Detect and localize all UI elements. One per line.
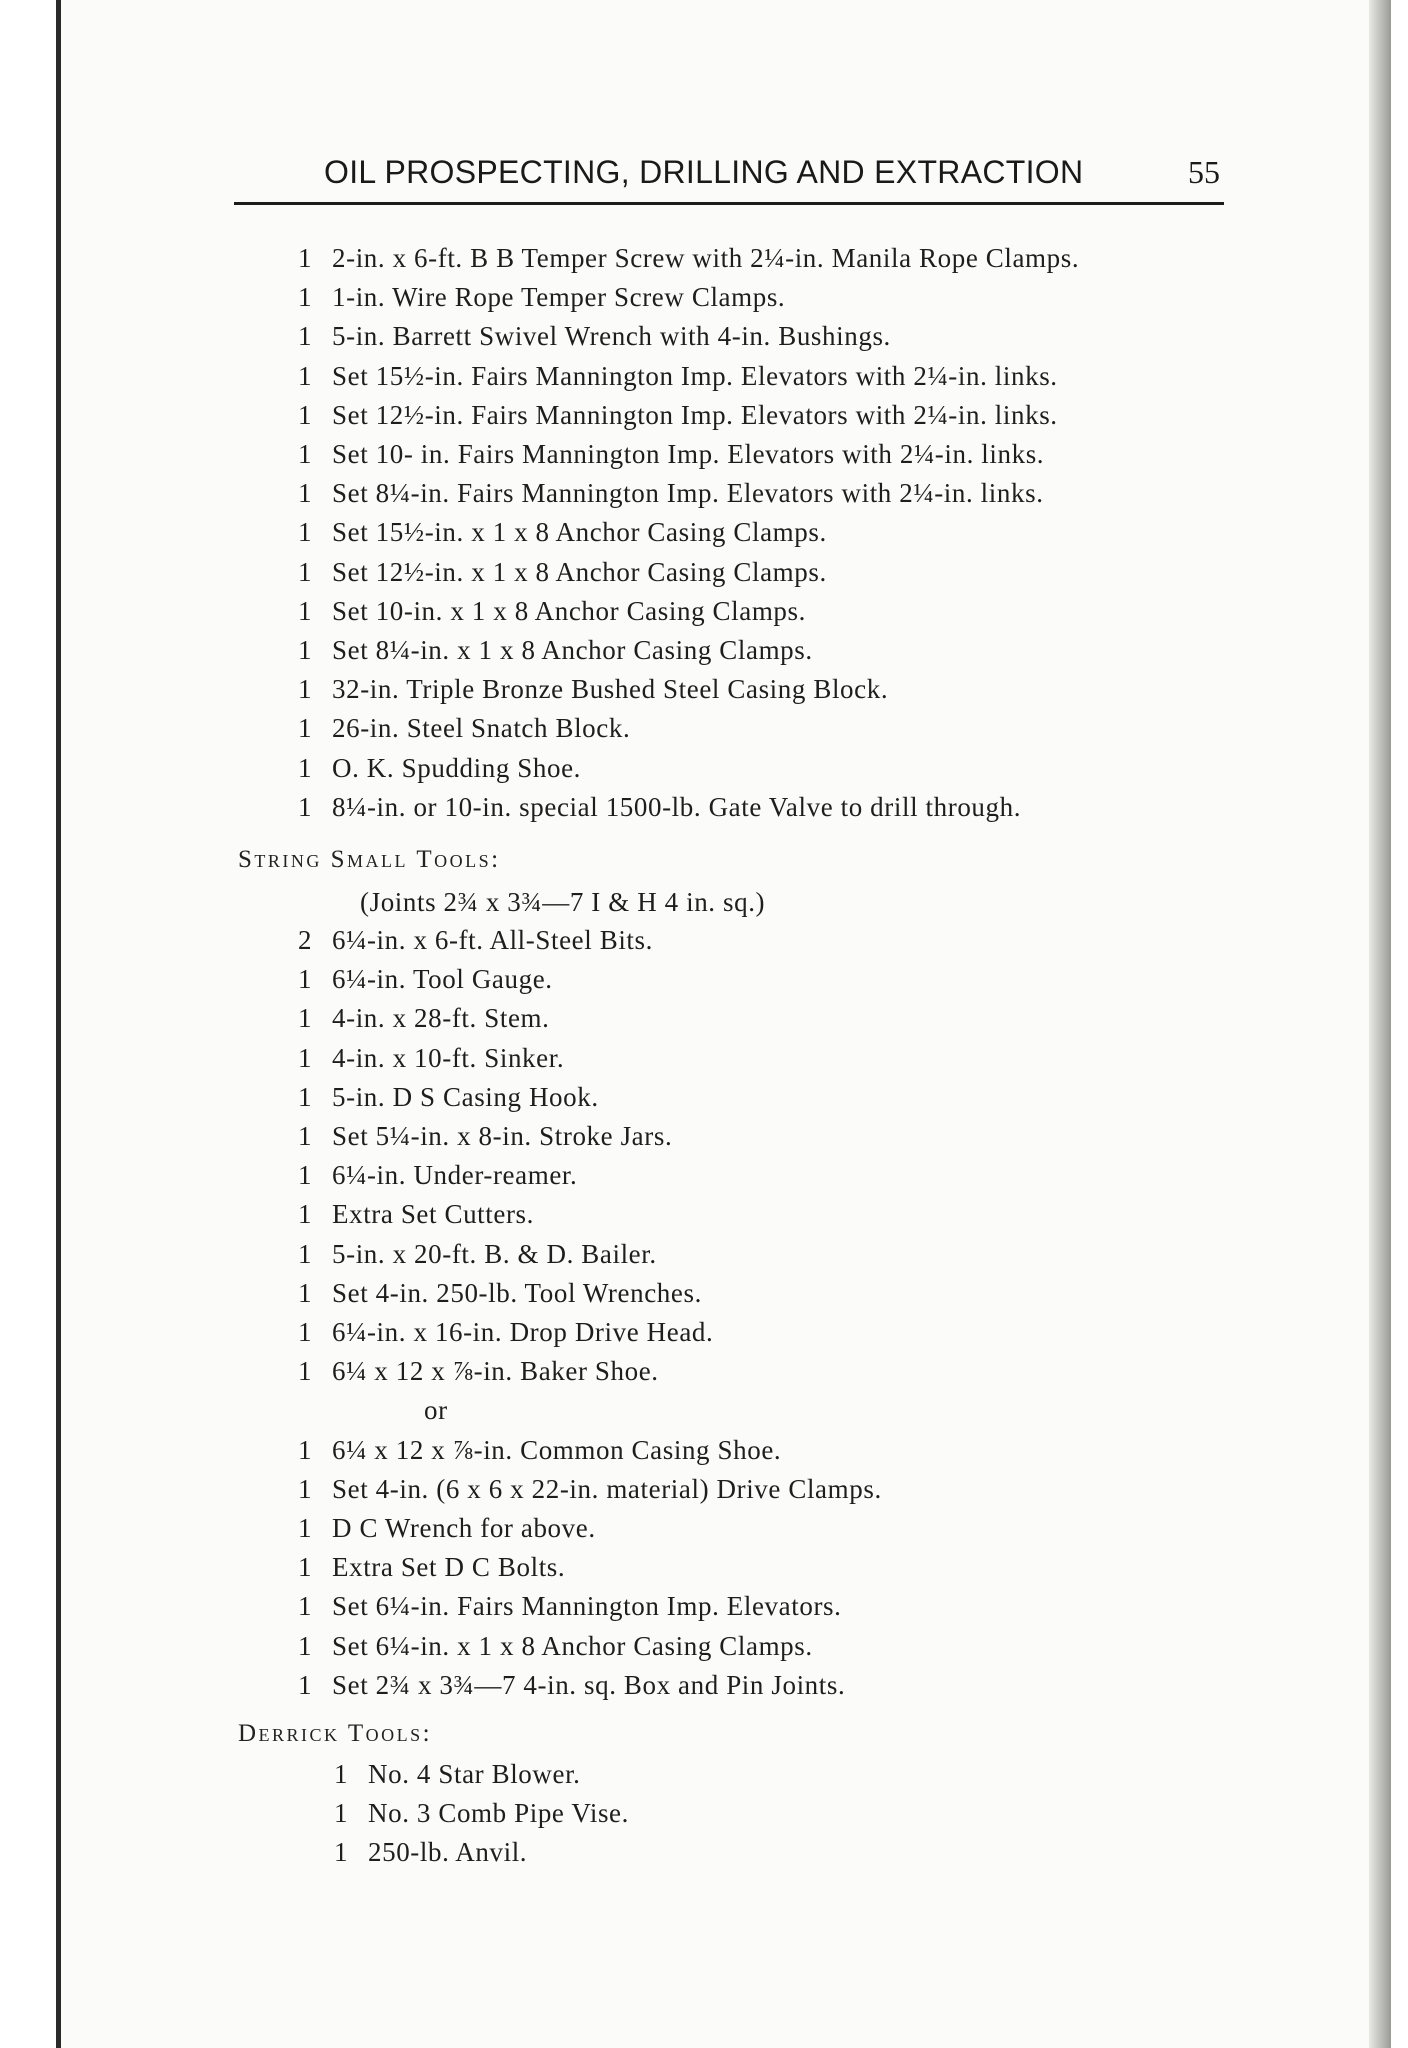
list-item <box>298 922 653 958</box>
list-item <box>298 514 827 550</box>
list-item <box>298 750 581 786</box>
list-item <box>298 1079 599 1115</box>
item-text: 6¼-in. x 6-ft. All-Steel Bits. <box>332 925 653 955</box>
item-quantity: 1 <box>298 439 313 469</box>
list-item <box>298 1510 596 1546</box>
item-text: Set 10- in. Fairs Mannington Imp. Elevators with 2¼-in. links. <box>332 439 1045 469</box>
list-item <box>298 279 785 315</box>
list-item <box>298 1040 564 1076</box>
list-item <box>298 593 806 629</box>
item-text: 6¼ x 12 x ⅞-in. Baker Shoe. <box>332 1356 659 1387</box>
item-text: No. 3 Comb Pipe Vise. <box>368 1798 629 1829</box>
item-quantity: 1 <box>298 1356 313 1387</box>
item-text: Extra Set D C Bolts. <box>332 1552 566 1583</box>
list-item <box>298 1314 713 1350</box>
item-text: Set 12½-in. Fairs Mannington Imp. Elevators with 2¼-in. links. <box>332 399 1058 430</box>
item-quantity: 1 <box>298 1003 313 1034</box>
section-heading-derrick-tools: Derrick Tools: <box>238 1720 433 1747</box>
list-item <box>298 1588 842 1624</box>
item-text: 6¼-in. Under-reamer. <box>332 1160 578 1191</box>
item-quantity: 1 <box>298 1121 313 1151</box>
list-item <box>298 671 888 707</box>
item-quantity: 1 <box>298 674 313 705</box>
item-text: O. K. Spudding Shoe. <box>332 752 582 783</box>
item-quantity: 1 <box>298 478 313 509</box>
list-item <box>298 240 1079 276</box>
list-item <box>298 632 813 668</box>
item-text: Set 12½-in. x 1 x 8 Anchor Casing Clamps. <box>332 556 827 587</box>
list-item <box>334 1834 527 1870</box>
item-text: 6¼-in. Tool Gauge. <box>332 964 553 995</box>
page-number: 55 <box>1188 154 1220 190</box>
item-quantity: 1 <box>298 517 313 548</box>
item-quantity: 1 <box>298 1277 313 1308</box>
list-item <box>298 397 1058 433</box>
item-quantity: 1 <box>298 243 313 273</box>
list-item <box>298 961 553 997</box>
item-text: Set 8¼-in. Fairs Mannington Imp. Elevators with 2¼-in. links. <box>332 478 1044 509</box>
list-item <box>298 1275 702 1311</box>
item-text: 250-lb. Anvil. <box>368 1837 528 1868</box>
item-quantity: 1 <box>298 399 313 430</box>
item-quantity: 1 <box>298 1591 313 1622</box>
list-item <box>298 1432 781 1468</box>
list-item <box>298 1236 657 1272</box>
list-item <box>334 1795 629 1831</box>
section-heading-string-small-tools: String Small Tools: <box>238 846 501 873</box>
list-item <box>298 1353 659 1389</box>
item-quantity: 1 <box>298 1042 313 1073</box>
item-text: Set 5¼-in. x 8-in. Stroke Jars. <box>332 1121 673 1151</box>
item-quantity: 1 <box>298 635 313 665</box>
item-quantity: 1 <box>298 964 313 995</box>
item-text: 4-in. x 28-ft. Stem. <box>332 1003 550 1034</box>
list-item <box>298 789 1021 825</box>
list-item <box>298 1667 845 1703</box>
item-quantity: 1 <box>298 1473 313 1504</box>
item-quantity: 1 <box>298 1160 313 1191</box>
item-text: 5-in. x 20-ft. B. & D. Bailer. <box>332 1238 657 1269</box>
item-quantity: 2 <box>298 925 313 955</box>
item-text: 8¼-in. or 10-in. special 1500-lb. Gate Valve to drill through. <box>332 791 1022 822</box>
item-text: Set 4-in. 250-lb. Tool Wrenches. <box>332 1277 702 1308</box>
item-quantity: 1 <box>298 1434 313 1465</box>
list-item <box>298 1471 882 1507</box>
list-item <box>298 1118 672 1154</box>
item-text: Set 15½-in. x 1 x 8 Anchor Casing Clamps. <box>332 517 827 548</box>
section-subheading: (Joints 2¾ x 3¾—7 I & H 4 in. sq.) <box>360 887 766 917</box>
item-text: Set 8¼-in. x 1 x 8 Anchor Casing Clamps. <box>332 635 813 665</box>
or-separator: or <box>424 1395 448 1426</box>
item-text: 26-in. Steel Snatch Block. <box>332 713 631 744</box>
item-text: 5-in. Barrett Swivel Wrench with 4-in. Bushings. <box>332 321 891 352</box>
item-text: Set 6¼-in. x 1 x 8 Anchor Casing Clamps. <box>332 1630 813 1661</box>
item-text: Extra Set Cutters. <box>332 1199 535 1230</box>
item-quantity: 1 <box>298 752 313 783</box>
list-item <box>298 1549 565 1585</box>
item-quantity: 1 <box>298 791 313 822</box>
item-quantity: 1 <box>298 1317 313 1347</box>
item-text: Set 4-in. (6 x 6 x 22-in. material) Drive Clamps. <box>332 1473 882 1504</box>
list-item <box>334 1756 581 1792</box>
item-text: 4-in. x 10-ft. Sinker. <box>332 1042 565 1073</box>
list-item <box>298 1628 813 1664</box>
running-header <box>234 154 1224 205</box>
item-quantity: 1 <box>298 595 313 626</box>
item-quantity: 1 <box>298 1081 313 1112</box>
item-quantity: 1 <box>334 1759 349 1789</box>
list-item <box>298 475 1044 511</box>
item-quantity: 1 <box>298 282 313 313</box>
item-quantity: 1 <box>298 1552 313 1583</box>
list-item <box>298 1000 549 1036</box>
list-item <box>298 436 1044 472</box>
item-quantity: 1 <box>298 713 313 744</box>
item-quantity: 1 <box>298 556 313 587</box>
list-item <box>298 1157 577 1193</box>
item-quantity: 1 <box>334 1798 349 1829</box>
item-text: 5-in. D S Casing Hook. <box>332 1081 599 1112</box>
list-item <box>298 1196 534 1232</box>
list-item <box>298 318 891 354</box>
item-text: Set 10-in. x 1 x 8 Anchor Casing Clamps. <box>332 595 806 626</box>
item-text: 6¼-in. x 16-in. Drop Drive Head. <box>332 1317 714 1347</box>
item-quantity: 1 <box>334 1837 349 1868</box>
item-text: Set 2¾ x 3¾—7 4-in. sq. Box and Pin Joints. <box>332 1669 846 1700</box>
item-quantity: 1 <box>298 360 313 391</box>
item-text: No. 4 Star Blower. <box>368 1759 581 1789</box>
page-edge-shadow <box>1369 0 1391 2048</box>
item-quantity: 1 <box>298 1630 313 1661</box>
item-text: 6¼ x 12 x ⅞-in. Common Casing Shoe. <box>332 1434 782 1465</box>
item-text: Set 6¼-in. Fairs Mannington Imp. Elevators. <box>332 1591 842 1622</box>
list-item <box>298 358 1058 394</box>
item-text: 1-in. Wire Rope Temper Screw Clamps. <box>332 282 786 313</box>
item-quantity: 1 <box>298 1669 313 1700</box>
item-text: D C Wrench for above. <box>332 1513 596 1543</box>
item-text: 2-in. x 6-ft. B B Temper Screw with 2¼-in. Manila Rope Clamps. <box>332 243 1080 273</box>
item-quantity: 1 <box>298 1513 313 1543</box>
item-quantity: 1 <box>298 1199 313 1230</box>
list-item <box>298 710 630 746</box>
item-text: 32-in. Triple Bronze Bushed Steel Casing Block. <box>332 674 889 705</box>
list-item <box>298 554 827 590</box>
item-text: Set 15½-in. Fairs Mannington Imp. Elevators with 2¼-in. links. <box>332 360 1058 391</box>
running-title: OIL PROSPECTING, DRILLING AND EXTRACTION <box>324 154 1084 190</box>
item-quantity: 1 <box>298 1238 313 1269</box>
item-quantity: 1 <box>298 321 313 352</box>
